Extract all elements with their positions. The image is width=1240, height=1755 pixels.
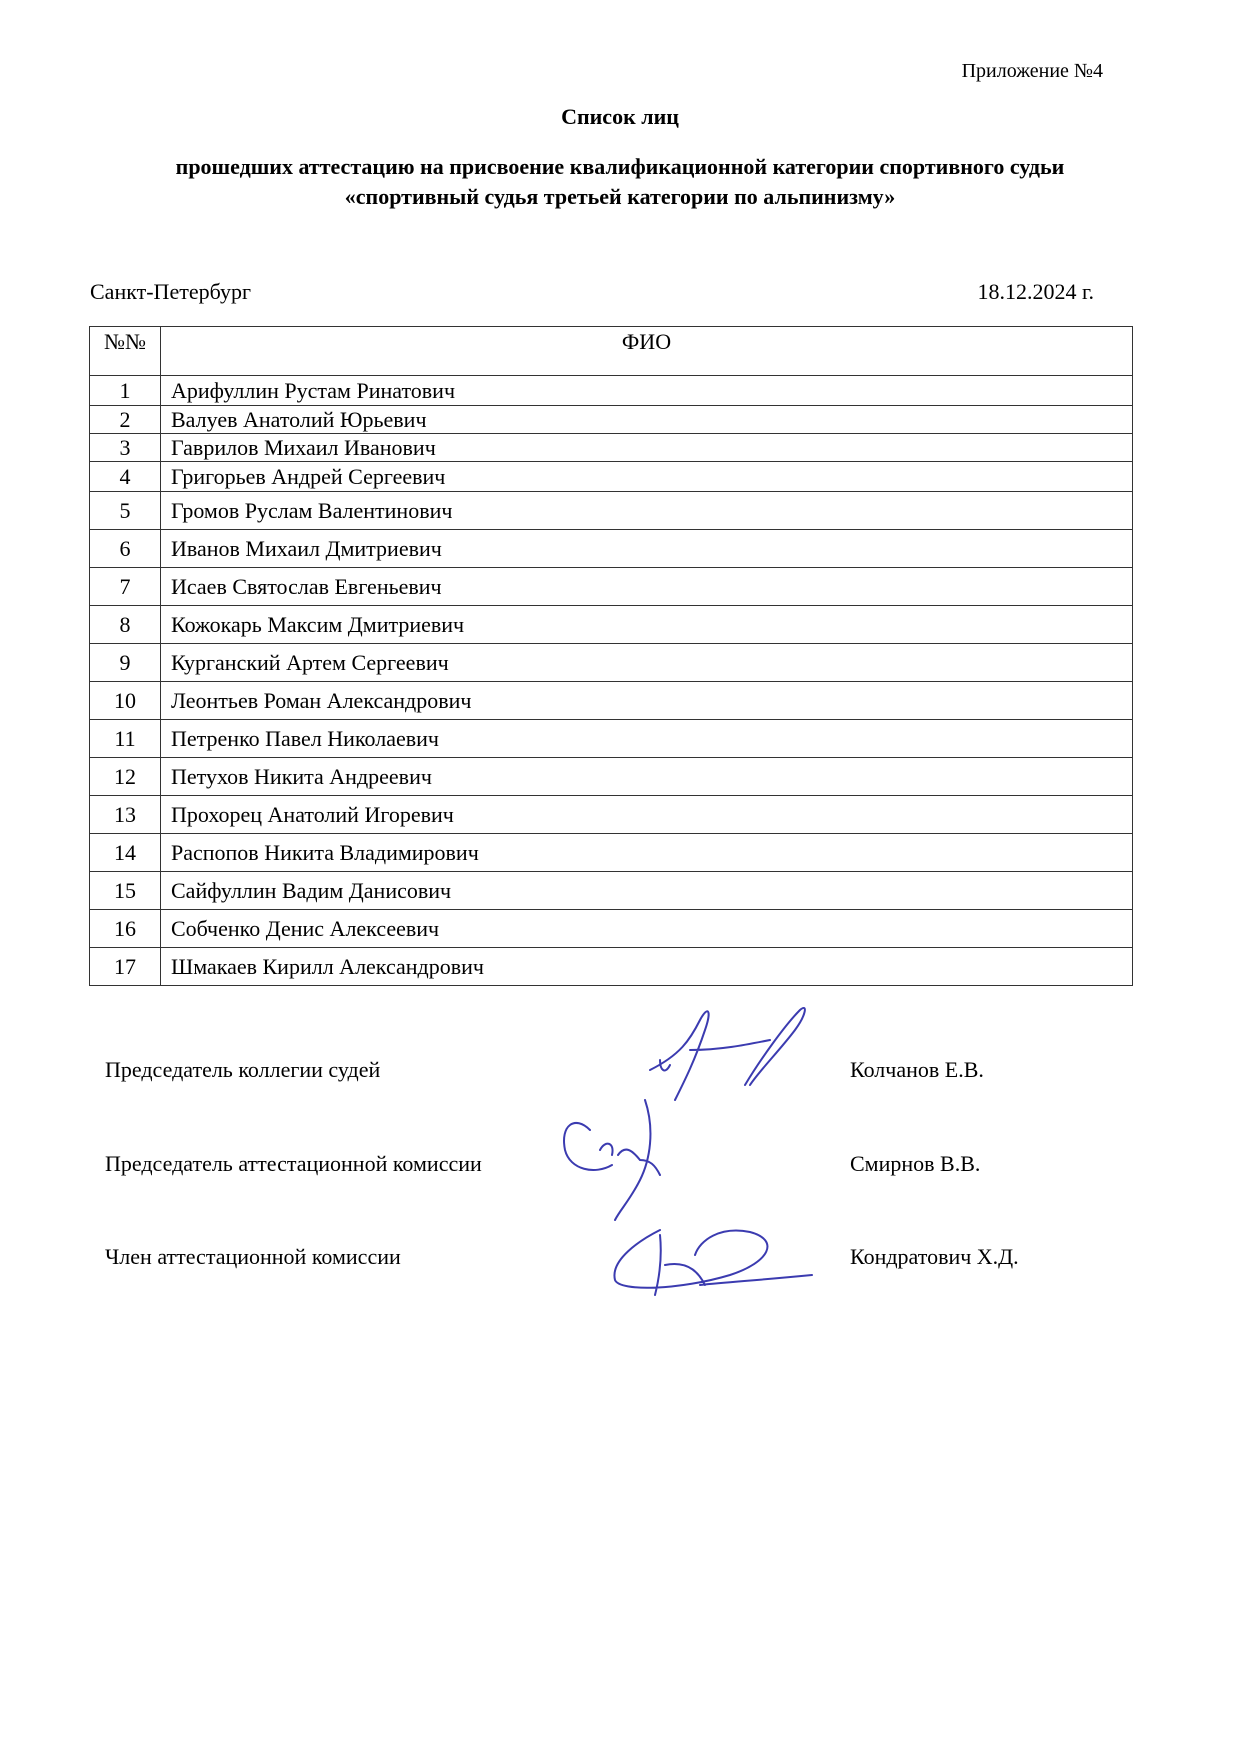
subtitle-line-2: «спортивный судья третьей категории по альпинизму» bbox=[344, 184, 896, 209]
row-full-name: Валуев Анатолий Юрьевич bbox=[161, 406, 1133, 434]
row-number: 5 bbox=[90, 492, 161, 530]
subtitle-line-1: прошедших аттестацию на присвоение квалификационной категории спортивного судьи bbox=[175, 154, 1065, 179]
row-full-name: Петренко Павел Николаевич bbox=[161, 720, 1133, 758]
row-full-name: Собченко Денис Алексеевич bbox=[161, 910, 1133, 948]
name-chair-judges: Колчанов Е.В. bbox=[850, 1057, 984, 1082]
row-full-name: Шмакаев Кирилл Александрович bbox=[161, 948, 1133, 986]
appendix-label: Приложение №4 bbox=[961, 60, 1103, 82]
row-number: 3 bbox=[90, 434, 161, 462]
row-full-name: Кожокарь Максим Дмитриевич bbox=[161, 606, 1133, 644]
row-number: 10 bbox=[90, 682, 161, 720]
row-full-name: Распопов Никита Владимирович bbox=[161, 834, 1133, 872]
row-number: 2 bbox=[90, 406, 161, 434]
document-date: 18.12.2024 г. bbox=[977, 279, 1094, 304]
row-number: 8 bbox=[90, 606, 161, 644]
signature-chair-commission bbox=[564, 1100, 660, 1220]
row-number: 16 bbox=[90, 910, 161, 948]
row-full-name: Сайфуллин Вадим Данисович bbox=[161, 872, 1133, 910]
row-full-name: Прохорец Анатолий Игоревич bbox=[161, 796, 1133, 834]
row-number: 7 bbox=[90, 568, 161, 606]
row-number: 6 bbox=[90, 530, 161, 568]
row-number: 17 bbox=[90, 948, 161, 986]
role-chair-judges: Председатель коллегии судей bbox=[105, 1057, 381, 1082]
row-number: 13 bbox=[90, 796, 161, 834]
row-full-name: Гаврилов Михаил Иванович bbox=[161, 434, 1133, 462]
name-member: Кондратович Х.Д. bbox=[850, 1244, 1019, 1269]
column-header-name: ФИО bbox=[161, 327, 1133, 376]
row-number: 15 bbox=[90, 872, 161, 910]
row-number: 1 bbox=[90, 376, 161, 406]
name-chair-commission: Смирнов В.В. bbox=[850, 1151, 981, 1176]
row-number: 14 bbox=[90, 834, 161, 872]
row-full-name: Громов Руслам Валентинович bbox=[161, 492, 1133, 530]
row-number: 11 bbox=[90, 720, 161, 758]
row-full-name: Иванов Михаил Дмитриевич bbox=[161, 530, 1133, 568]
row-number: 12 bbox=[90, 758, 161, 796]
signature-member bbox=[614, 1230, 812, 1295]
signature-chair-judges bbox=[650, 1008, 805, 1100]
row-full-name: Курганский Артем Сергеевич bbox=[161, 644, 1133, 682]
row-full-name: Исаев Святослав Евгеньевич bbox=[161, 568, 1133, 606]
row-full-name: Арифуллин Рустам Ринатович bbox=[161, 376, 1133, 406]
role-member: Член аттестационной комиссии bbox=[105, 1244, 401, 1269]
row-full-name: Григорьев Андрей Сергеевич bbox=[161, 462, 1133, 492]
city: Санкт-Петербург bbox=[90, 279, 251, 304]
row-full-name: Петухов Никита Андреевич bbox=[161, 758, 1133, 796]
row-number: 9 bbox=[90, 644, 161, 682]
column-header-number: №№ bbox=[90, 327, 161, 376]
row-number: 4 bbox=[90, 462, 161, 492]
document-title: Список лиц bbox=[561, 104, 679, 129]
row-full-name: Леонтьев Роман Александрович bbox=[161, 682, 1133, 720]
role-chair-commission: Председатель аттестационной комиссии bbox=[105, 1151, 482, 1176]
